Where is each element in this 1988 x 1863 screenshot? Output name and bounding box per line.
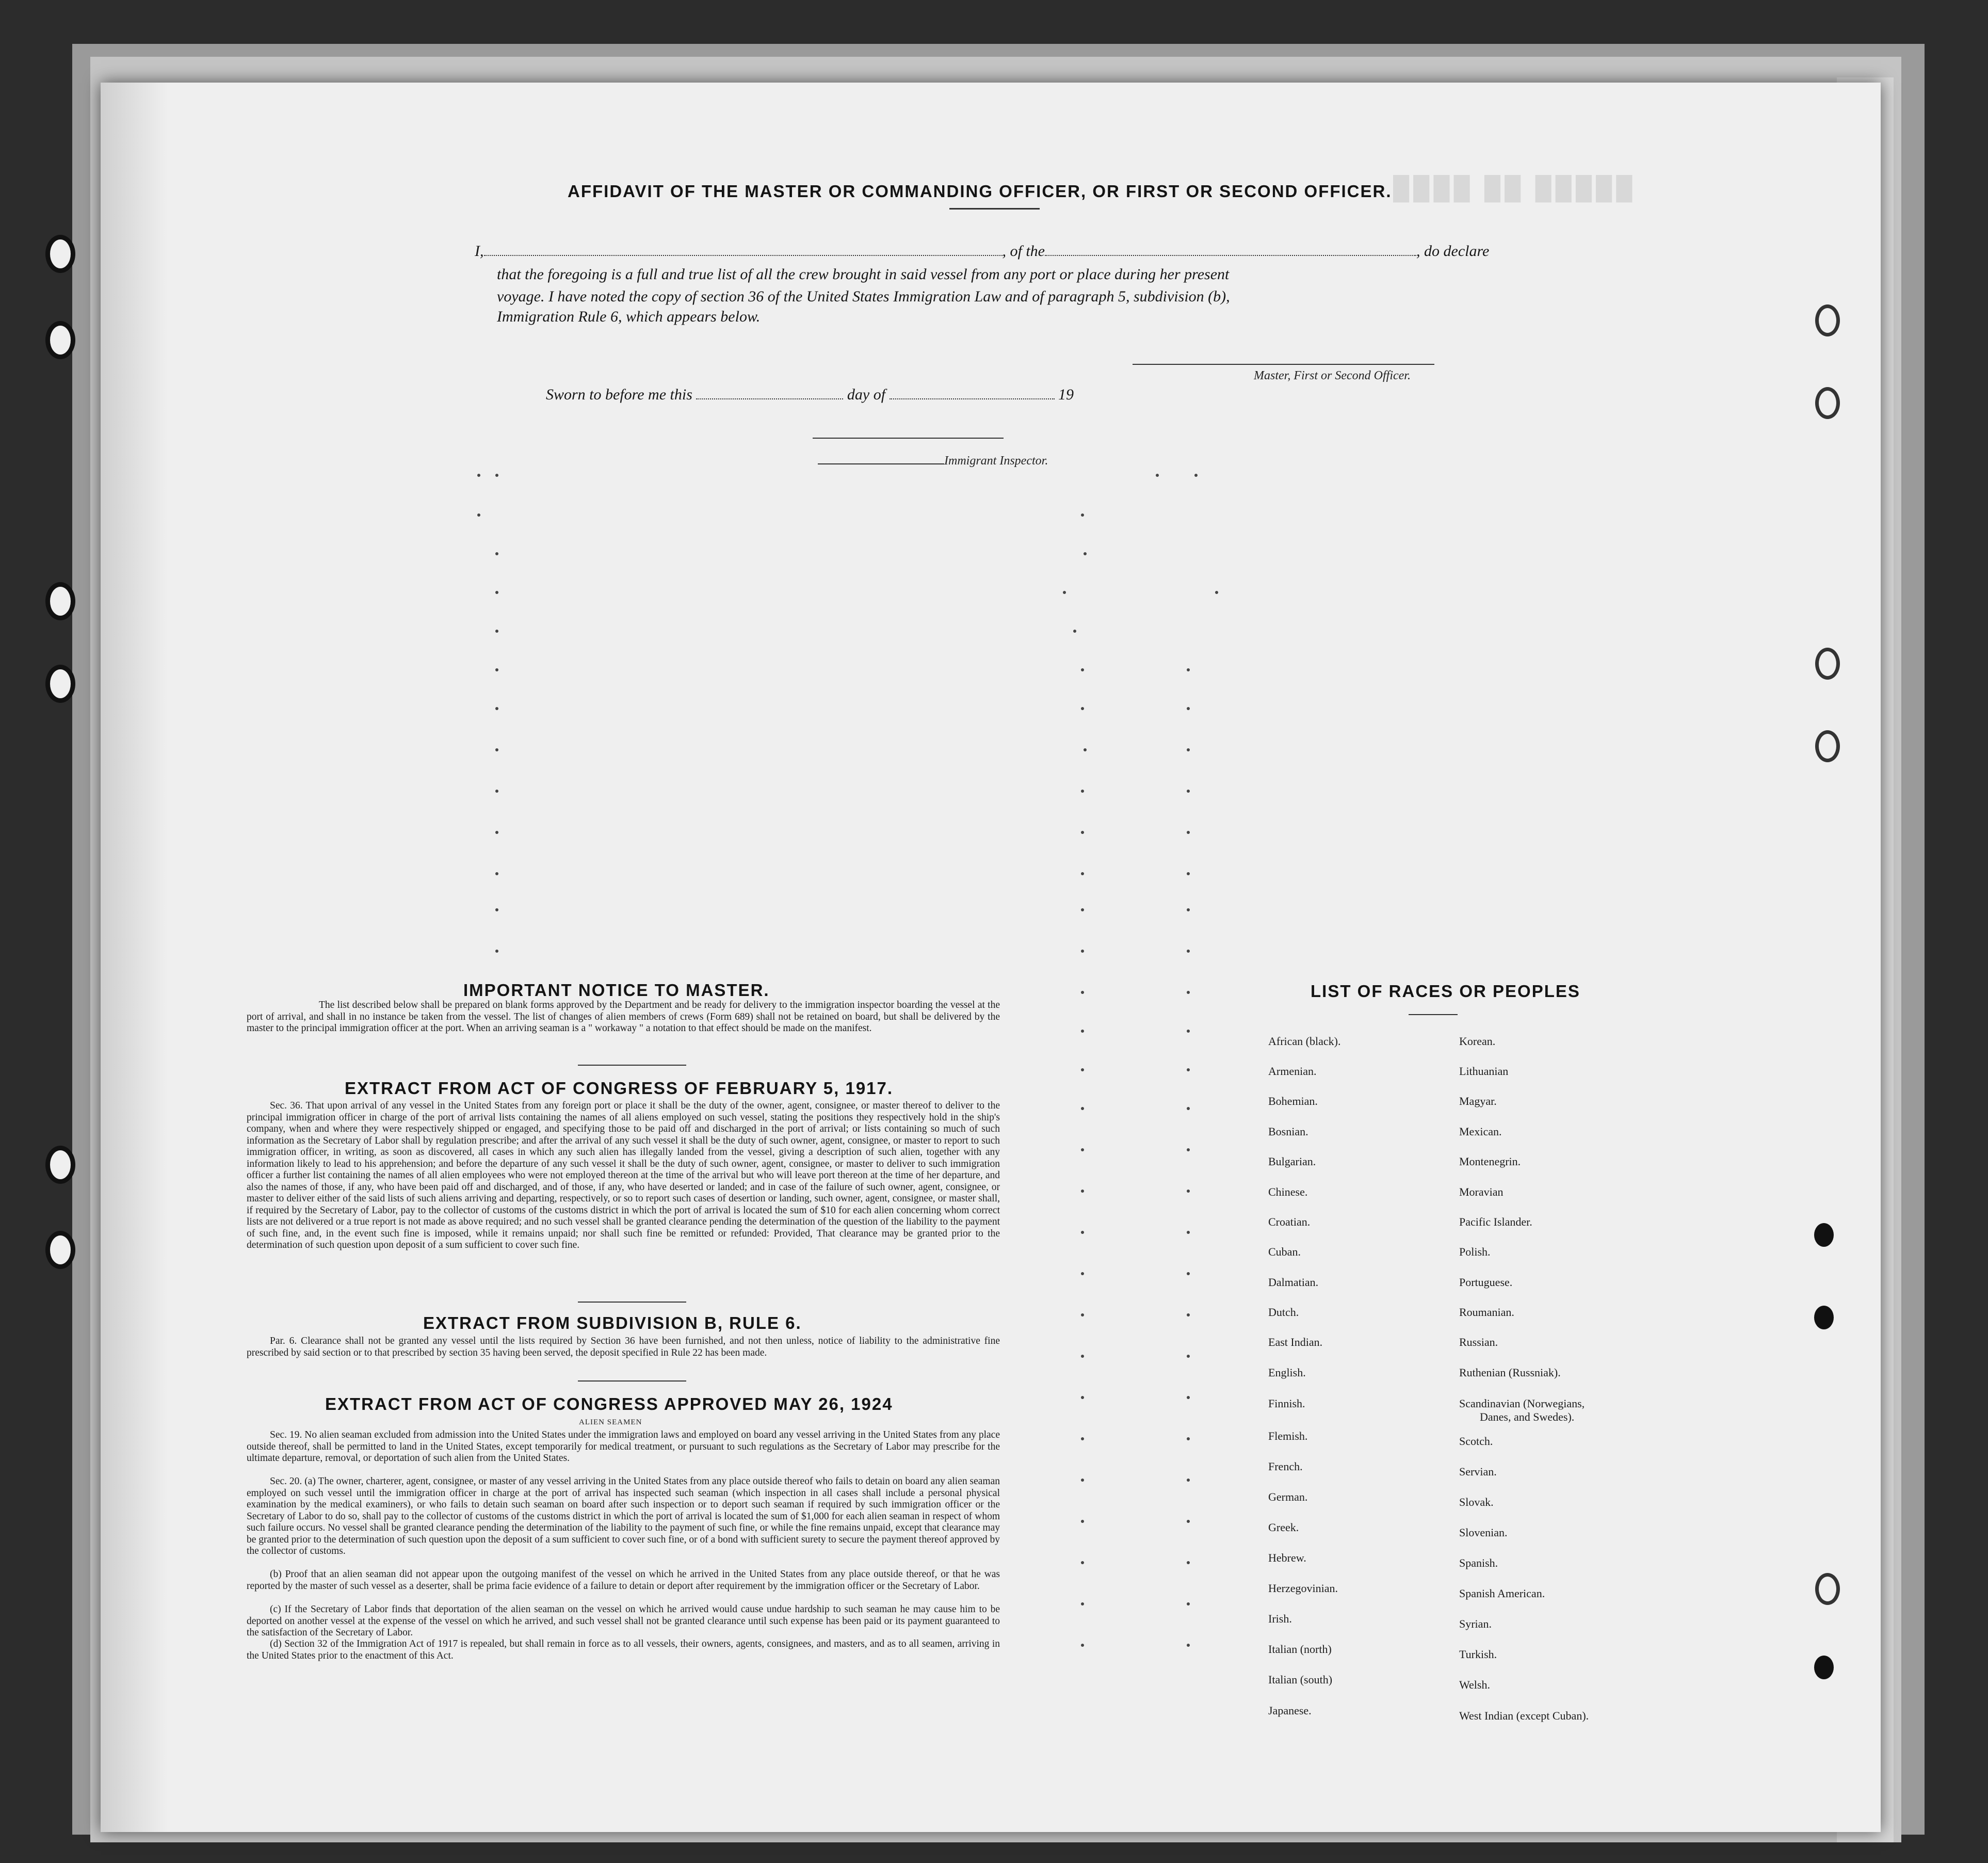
extract-rule6-text: Par. 6. Clearance shall not be granted any vessel until the lists required by Section 36 have been furnished, and not then unless, notice of liability to the administrative fine prescribed by said section or to that prescribed by section 35 having been served, the deposit specified in Rule 22 has been made. [247,1336,1000,1358]
race-item: Moravian [1459,1185,1504,1198]
extract-1924-p3: (b) Proof that an alien seaman did not appear upon the outgoing manifest of the vessel on which he arrived in the United States from any place outside thereof, or that he was reported by the master of such vessel as a deserter, shall be prima facie evidence of a failure to detain or deport after requirement by the immigration officer or the Secretary of Labor. [247,1569,1000,1592]
extract-1924-p4: (c) If the Secretary of Labor finds that deportation of the alien seaman on the vessel on which he arrived would cause undue hardship to such seaman he may cause him to be deported on another vessel at the expense of the vessel on which he arrived, and such vessel shall not be granted clearance until such expense has been paid or its payment guaranteed to the satisfaction of the Secretary of Labor. [247,1604,1000,1638]
sworn-line: Sworn to before me this day of 19 [546,386,1074,403]
race-item: Flemish. [1268,1430,1308,1442]
race-item: French. [1268,1460,1303,1473]
notice-text: The list described below shall be prepared on blank forms approved by the Department and be ready for delivery to the immigration inspector boarding the vessel at the port of arrival, and shall in no instance be taken from the vessel. The list of changes of alien members of crews (Form 689) shall not be retained on board, but shall be delivered by the master to the principal immigration officer at the port. When an arriving seaman is a " workaway " a notation to that effect should be made on the manifest. [247,1000,1000,1034]
binder-hole [45,665,75,703]
inspector-label: Immigrant Inspector. [944,454,1048,468]
extract-1917-title: EXTRACT FROM ACT OF CONGRESS OF FEBRUARY 5, 1917. [345,1079,894,1098]
race-item: African (black). [1268,1035,1341,1048]
race-item: Ruthenian (Russniak). [1459,1366,1561,1379]
race-item: Magyar. [1459,1095,1497,1107]
affidavit-title: AFFIDAVIT OF THE MASTER OR COMMANDING OFFICER, OR FIRST OR SECOND OFFICER. [568,182,1392,201]
race-item: Servian. [1459,1465,1497,1478]
binder-hole [45,235,75,273]
extract-1924-p5: (d) Section 32 of the Immigration Act of 1917 is repealed, but shall remain in force as to all vessels, their owners, agents, consignees, and masters, and as to all seamen, arriving in the United States prior to the enactment of this Act. [247,1639,1000,1661]
title-rule [949,208,1040,210]
race-item: Scandinavian (Norwegians, [1459,1397,1585,1410]
binder-hole [45,582,75,620]
race-item: Dutch. [1268,1306,1299,1319]
race-item: Slovenian. [1459,1526,1508,1539]
race-item: Hebrew. [1268,1551,1306,1564]
affidavit-line-2: that the foregoing is a full and true list of all the crew brought in said vessel from any port or place during her present [497,266,1230,283]
extract-rule6-title: EXTRACT FROM SUBDIVISION B, RULE 6. [423,1313,802,1332]
race-item: Chinese. [1268,1185,1308,1198]
title-rule [1409,1014,1458,1015]
race-item: Japanese. [1268,1704,1312,1717]
binder-hole [1814,1223,1834,1247]
race-item: Greek. [1268,1521,1299,1534]
race-item: Scotch. [1459,1435,1493,1448]
races-title: LIST OF RACES OR PEOPLES [1311,982,1580,1001]
race-item: Cuban. [1268,1245,1301,1258]
binder-hole [1815,304,1840,336]
notice-title: IMPORTANT NOTICE TO MASTER. [463,981,770,1000]
binder-hole [1814,1656,1834,1679]
extract-1924-subtitle: ALIEN SEAMEN [579,1418,642,1426]
race-item: Roumanian. [1459,1306,1514,1319]
race-item: Irish. [1268,1612,1292,1625]
binder-hole [1815,730,1840,762]
inspector-line-2 [818,463,944,464]
race-item: East Indian. [1268,1336,1323,1348]
race-item: Bulgarian. [1268,1155,1316,1168]
extract-1924-p1: Sec. 19. No alien seaman excluded from admission into the United States under the immigration laws and employed on board any vessel arriving in the United States from any place outside thereof, shall be permitted to land in the United States, except temporarily for medical treatment, or pursuant to such regulations as the Secretary of Labor may prescribe for the ultimate departure, removal, or deportation of such alien from the United States. [247,1430,1000,1464]
race-item: Spanish. [1459,1556,1498,1569]
signature-label: Master, First or Second Officer. [1254,369,1411,382]
affidavit-line-1: I, , of the , do declare [475,243,1490,260]
race-item: Danes, and Swedes). [1480,1410,1575,1423]
race-item: Bohemian. [1268,1095,1318,1107]
extract-1924-p2: Sec. 20. (a) The owner, charterer, agent, consignee, or master of any vessel arriving in the United States from any place outside thereof who fails to detain on board any alien seaman employed on such vessel until the immigration officer in charge at the port of arrival has inspected such seaman (which inspection in all cases shall include a personal physical examination by the medical examiners), or who fails to detain such seaman on board after such inspection or to deport such seaman if required by such immigration officer or the Secretary of Labor to do so, shall pay to the collector of customs of the customs district in which the port of arrival is located the sum of $1,000 for each alien seaman in respect of whom such failure occurs. No vessel shall be granted clearance pending the determination of the liability to the payment of such fine, or while the fine remains unpaid, except that clearance may be granted prior to the determination of such question upon the deposit of a sum sufficient to cover such fine, or of a bond with sufficient surety to secure the payment thereof approved by the collector of customs. [247,1476,1000,1556]
race-item: German. [1268,1490,1308,1503]
race-item: Herzegovinian. [1268,1582,1338,1595]
binder-hole [1815,1573,1840,1605]
binder-hole [45,1231,75,1269]
extract-1917-text: Sec. 36. That upon arrival of any vessel in the United States from any foreign port or place it shall be the duty of the owner, agent, consignee, or master thereof to deliver to the principal immigration officer in charge of the port of arrival lists containing the names of all aliens employed on such vessel, stating the positions they respectively hold in the ship's company, when and where they were respectively shipped or engaged, and specifying those to be paid off and discharged in the port of arrival; or lists containing so much of such information as the Secretary of Labor shall by regulation prescribe; and after the arrival of any such vessel it shall be the duty of such owner, agent, consignee, or master to report to such immigration officer, in writing, as soon as discovered, all cases in which any such alien has illegally landed from the vessel, giving a description of such alien, together with any information likely to lead to his apprehension; and before the departure of any such vessel it shall be the duty of such owner, agent, consignee, or master to deliver to such immigration officer a further list containing the names of all alien employees who were not employed thereon at the time of the arrival but who will leave port thereon at the time of her departure, and also the names of those, if any, who have been paid off and discharged, and of those, if any, who have deserted or landed; and in case of the failure of such owner, agent, consignee, or master to deliver either of the said lists of such aliens arriving and departing, respectively, or so to report such cases of desertion or landing, such owner, agent, consignee, or master shall, if required by the Secretary of Labor, pay to the collector of customs of the customs district in which the port of arrival is located the sum of $10 for each alien concerning whom correct lists are not delivered or a true report is not made as above required; and no such vessel shall be granted clearance pending the determination of the question of the liability to the payment of such fine, and, in the event such fine is imposed, while it remains unpaid; nor shall such fine be remitted or refunded: Provided, That clearance may be granted prior to the determination of such question upon deposit of a sum sufficient to cover such fine. [247,1100,1000,1250]
race-item: Dalmatian. [1268,1276,1319,1289]
section-rule [578,1065,686,1066]
race-item: Russian. [1459,1336,1498,1348]
race-item: Portuguese. [1459,1276,1513,1289]
binder-hole [45,1146,75,1184]
binder-hole [45,321,75,359]
binder-hole [1814,1306,1834,1329]
race-item: Spanish American. [1459,1587,1545,1600]
race-item: Mexican. [1459,1125,1502,1138]
race-item: English. [1268,1366,1306,1379]
affidavit-line-3: voyage. I have noted the copy of section 36 of the United States Immigration Law and of paragraph 5, subdivision (b), [497,288,1230,305]
affidavit-line-4: Immigration Rule 6, which appears below. [497,308,761,325]
race-item: Korean. [1459,1035,1496,1048]
inspector-line [813,438,1004,439]
race-item: Armenian. [1268,1065,1317,1078]
signature-line [1133,364,1434,365]
bleed-through: ████ ██ █████ [1393,175,1637,201]
race-item: West Indian (except Cuban). [1459,1709,1589,1722]
race-item: Bosnian. [1268,1125,1308,1138]
race-item: Welsh. [1459,1678,1490,1691]
race-item: Italian (north) [1268,1643,1332,1656]
section-rule [578,1380,686,1382]
race-item: Slovak. [1459,1496,1494,1508]
race-item: Montenegrin. [1459,1155,1521,1168]
binder-hole [1815,648,1840,680]
race-item: Croatian. [1268,1215,1311,1228]
race-item: Polish. [1459,1245,1491,1258]
extract-1924-title: EXTRACT FROM ACT OF CONGRESS APPROVED MAY 26, 1924 [325,1394,893,1414]
section-rule [578,1302,686,1303]
race-item: Turkish. [1459,1648,1497,1661]
binder-hole [1815,387,1840,419]
race-item: Finnish. [1268,1397,1305,1410]
race-item: Syrian. [1459,1617,1492,1630]
race-item: Italian (south) [1268,1673,1333,1686]
race-item: Lithuanian [1459,1065,1509,1078]
race-item: Pacific Islander. [1459,1215,1532,1228]
